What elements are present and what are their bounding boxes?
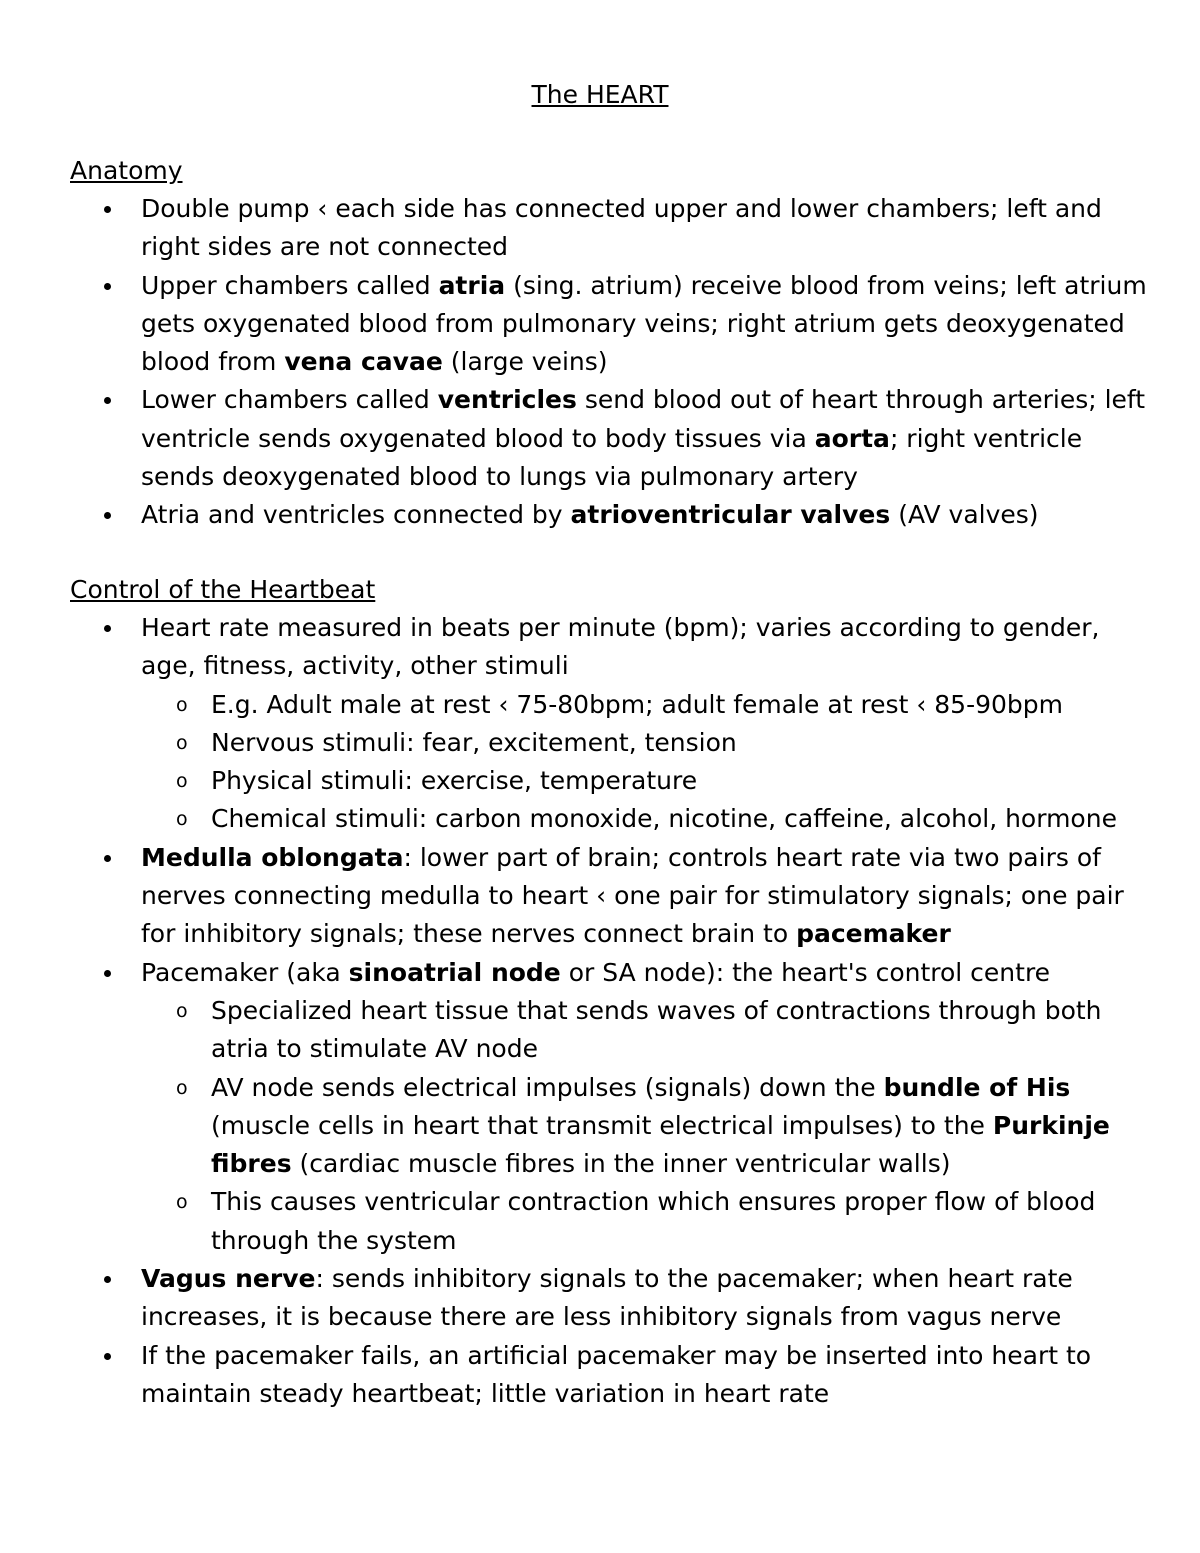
bullet-text: Atria and ventricles connected by	[141, 500, 571, 530]
bullet-text: Heart rate measured in beats per minute (bpm); varies according to gender, age, fitness, activity, other stimuli	[141, 613, 1100, 681]
bullet-text: AV node sends electrical impulses (signals) down the	[211, 1072, 884, 1102]
bullet-item	[70, 496, 1150, 534]
bullet-text: send blood out of heart through arteries; left ventricle sends oxygenated blood to body tissues via	[141, 385, 1146, 453]
bold-term: atrioventricular valves	[570, 500, 891, 530]
bullet-text: ; right ventricle sends deoxygenated blood to lungs via pulmonary artery	[141, 423, 1083, 492]
sub-bullet-item	[70, 724, 1150, 762]
bullet-text: Double pump ‹ each side has connected upper and lower chambers; left and right sides are not connected	[141, 194, 1102, 262]
bullet-text: or SA node): the heart's control centre	[560, 957, 1051, 987]
sub-bullet-item	[70, 1069, 1150, 1184]
section-heading: Anatomy	[70, 156, 183, 185]
bold-term: atria	[438, 270, 506, 300]
page-title: The HEART	[531, 80, 669, 109]
bold-term: bundle of His	[883, 1072, 1071, 1102]
bullet-text: E.g. Adult male at rest ‹ 75-80bpm; adult female at rest ‹ 85-90bpm	[211, 689, 1064, 719]
bullet-text: (AV valves)	[890, 500, 1039, 530]
bullet-text: Nervous stimuli: fear, excitement, tension	[211, 727, 737, 757]
bullet-list	[70, 190, 1150, 535]
bold-term: ventricles	[437, 385, 577, 415]
bullet-item	[70, 190, 1150, 267]
sub-bullet-item	[70, 762, 1150, 800]
bold-term: Purkinje fibres	[211, 1110, 1110, 1179]
sub-bullet-item	[70, 1183, 1150, 1260]
bullet-text: Upper chambers called	[141, 270, 439, 300]
bold-term: aorta	[814, 423, 890, 453]
bullet-text: Specialized heart tissue that sends waves of contractions through both atria to stimulate AV node	[211, 995, 1102, 1064]
bullet-text: If the pacemaker fails, an artificial pacemaker may be inserted into heart to maintain steady heartbeat; little variation in heart rate	[141, 1340, 1092, 1408]
bullet-item	[70, 381, 1150, 496]
bullet-text: : lower part of brain; controls heart rate via two pairs of nerves connecting medulla to heart ‹ one pair for stimulatory signals; one pair for inhibitory signals; these nerves connect brain to	[141, 842, 1124, 949]
section-heading: Control of the Heartbeat	[70, 575, 376, 604]
bullet-text: Chemical stimuli: carbon monoxide, nicotine, caffeine, alcohol, hormone	[211, 804, 1117, 834]
bullet-item	[70, 267, 1150, 382]
bullet-text: (cardiac muscle fibres in the inner ventricular walls)	[291, 1149, 951, 1179]
bold-term: Vagus nerve	[141, 1264, 316, 1294]
sub-bullet-item	[70, 800, 1150, 838]
section-anatomy	[70, 152, 1150, 535]
bullet-item	[70, 954, 1150, 992]
bullet-text: Physical stimuli: exercise, temperature	[211, 766, 698, 796]
bold-term: vena cavae	[284, 347, 443, 377]
bullet-item	[70, 1337, 1150, 1414]
bullet-text: Lower chambers called	[141, 385, 438, 415]
bullet-text: (muscle cells in heart that transmit electrical impulses) to the	[211, 1110, 993, 1140]
sub-bullet-item	[70, 686, 1150, 724]
bullet-text: This causes ventricular contraction which ensures proper flow of blood through the system	[211, 1187, 1096, 1255]
bullet-item	[70, 1260, 1150, 1337]
bold-term: sinoatrial node	[348, 957, 561, 987]
bold-term: Medulla oblongata	[141, 842, 404, 872]
bullet-text: (large veins)	[442, 347, 608, 377]
bullet-text: : sends inhibitory signals to the pacemaker; when heart rate increases, it is because there are less inhibitory signals from vagus nerve	[141, 1264, 1073, 1332]
section-control-of-heartbeat	[70, 571, 1150, 1413]
sub-bullet-item	[70, 992, 1150, 1069]
bullet-item	[70, 839, 1150, 954]
bullet-text: (sing. atrium) receive blood from veins; left atrium gets oxygenated blood from pulmonary veins; right atrium gets deoxygenated blood from	[141, 270, 1147, 377]
bullet-text: Pacemaker (aka	[141, 957, 349, 987]
bullet-list	[70, 609, 1150, 1413]
bold-term: pacemaker	[796, 919, 951, 949]
bullet-item	[70, 609, 1150, 686]
